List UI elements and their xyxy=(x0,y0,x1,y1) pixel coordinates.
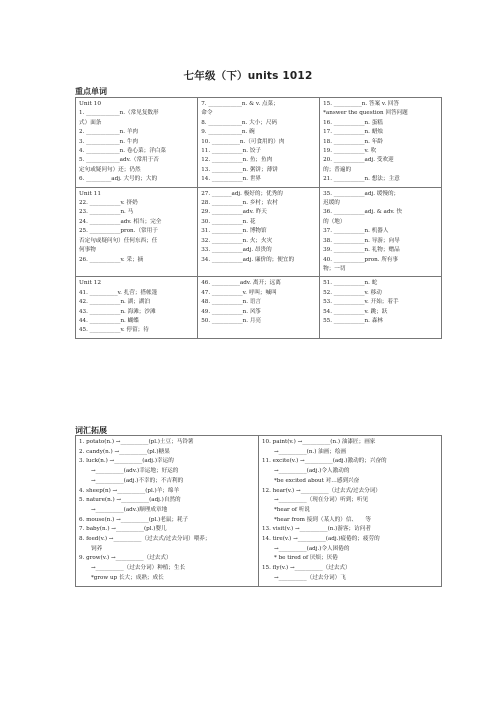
section-heading-key-words: 重点单词 xyxy=(75,87,107,96)
vocab-line: 的；普遍的 xyxy=(323,166,352,173)
vocab-line: 55. ___________n. 森林 xyxy=(323,317,383,324)
vocab-line: 31. ___________n. 博物馆 xyxy=(201,228,267,235)
vocab-line: 物；一切 xyxy=(323,265,346,272)
vocab-line: 48. ___________n. 语言 xyxy=(201,299,262,306)
vocab-line: 8. ____________n. 大小；尺码 xyxy=(201,119,278,126)
vocab-line: 51. ___________n. 蛇 xyxy=(323,280,378,287)
vocab-line: 1. ____________n.（常见复数形 xyxy=(79,110,159,117)
unit-cell xyxy=(76,187,198,277)
page-title: 七年级（下）units 1012 xyxy=(183,70,313,82)
unit-row xyxy=(76,98,442,188)
vocab-line: 38. ___________n. 导游；向导 xyxy=(323,237,400,244)
unit-cell xyxy=(76,277,198,338)
unit-cell xyxy=(76,98,198,188)
unit-row xyxy=(76,187,442,277)
vocab-line: 50. ___________n. 月亮 xyxy=(201,317,262,324)
vocab-line: 18. ___________n. 年龄 xyxy=(323,138,383,145)
vocab-line: 47. ___________v. 呼叫；喊叫 xyxy=(201,289,277,296)
vocab-line: 29. ___________adv. 昨天 xyxy=(201,209,267,216)
vocab-line: *answer the question 回答问题 xyxy=(323,110,408,117)
vocab-line: 17. ___________n. 蜡烛 xyxy=(323,129,383,136)
vocab-line: 42. ___________n. 湖；湖泊 xyxy=(79,299,150,306)
expansion-line: 5. nature(n.) →__________(adj.)自然的 xyxy=(79,497,181,504)
vocab-line: 52. ___________v. 移动 xyxy=(323,289,382,296)
vocab-line: 35. ___________adj. 缓慢的； xyxy=(323,190,400,197)
unit-cell xyxy=(320,98,442,188)
expansion-line: →__________（过去分词）飞 xyxy=(274,574,346,581)
expansion-line: 14. tire(v.) →__________(adj.)疲倦的；疲劳的 xyxy=(262,536,380,543)
unit-row xyxy=(76,277,442,338)
vocab-line: 43. ___________n. 海滩；沙滩 xyxy=(79,308,156,315)
unit-cell xyxy=(198,277,320,338)
vocab-line: 14. ___________n. 世界 xyxy=(201,176,262,183)
vocab-line: 7. ____________n. & v. 点菜； xyxy=(201,101,279,107)
expansion-line: *hear of 听说 xyxy=(274,506,310,513)
vocab-line: 36. ___________adj. & adv. 快 xyxy=(323,209,403,216)
vocab-line: 24. ___________adv. 相当；完全 xyxy=(79,218,162,225)
vocab-line: 49. ___________n. 风筝 xyxy=(201,308,262,315)
vocab-line: 迟缓的 xyxy=(323,200,340,207)
vocab-line: 10. __________n.（可食用的）肉 xyxy=(201,138,285,145)
vocab-line: 22. ___________v. 挤奶 xyxy=(79,200,138,207)
vocab-line: 否定句或疑问句）任何东西；任 xyxy=(79,237,158,244)
expansion-line: *grow up 长大；成熟；成长 xyxy=(91,574,164,581)
vocab-line: 41. __________v. 扎营；搭帐篷 xyxy=(79,289,158,296)
vocab-line: 44. ___________n. 蝴蝶 xyxy=(79,317,139,324)
expansion-line: 饲养 xyxy=(91,545,103,552)
expansion-line: 2. candy(n.) →__________(pl.)糖果 xyxy=(79,448,170,455)
expansion-row xyxy=(76,436,442,587)
vocab-line: 33. ___________adj. 昂贵的 xyxy=(201,247,272,254)
vocabulary-table xyxy=(75,97,442,339)
vocab-line: 20. ___________adj. 受欢迎 xyxy=(323,157,394,164)
vocab-line: 30. ___________n. 花 xyxy=(201,218,256,225)
vocab-line: 5. ____________adv.（常用于否 xyxy=(79,157,159,164)
vocab-line: 何事物 xyxy=(79,247,96,254)
expansion-line: →__________(adj.)不幸的；不吉利的 xyxy=(91,477,184,484)
vocab-line: 式）面条 xyxy=(79,119,102,126)
expansion-right-column xyxy=(259,436,442,587)
vocab-line: 21. ___________n. 想法；主意 xyxy=(323,176,400,183)
expansion-line: 10. paint(v.) →__________(n.) 油漆匠；画家 xyxy=(262,439,376,445)
expansion-line: 4. sheep(n) →__________(pl.)羊；绵羊 xyxy=(79,487,180,494)
expansion-line: 7. baby(n.) →__________(pl.)婴儿 xyxy=(79,526,167,533)
vocab-line: 37. ___________n. 机器人 xyxy=(323,228,389,235)
expansion-line: 3. luck(n.) →__________(adj.)幸运的 xyxy=(79,458,174,465)
expansion-line: 12. hear(v.) →__________（过去式/过去分词） xyxy=(262,487,381,494)
expansion-line: *be excited about 对…感到兴奋 xyxy=(274,477,360,484)
expansion-line: →__________(n.) 油画；绘画 xyxy=(274,448,347,455)
vocab-line: 4. ____________n. 卷心菜；洋白菜 xyxy=(79,148,166,155)
vocab-line: 9. ____________n. 碗 xyxy=(201,129,255,136)
expansion-line: →__________（过去分词）种植；生长 xyxy=(91,565,186,572)
vocab-line: 25. ___________pron.（常用于 xyxy=(79,228,158,235)
vocab-line: 32. ___________n. 火；火灾 xyxy=(201,237,273,244)
section-heading-expansion: 词汇拓展 xyxy=(75,426,107,435)
expansion-line: 6. mouse(n.) →__________(pl.)老鼠；耗子 xyxy=(79,516,189,523)
vocab-line: 的（地） xyxy=(323,218,346,225)
expansion-line: →__________（现在分词）听到；听见 xyxy=(274,497,369,504)
vocab-line: 46. __________adv. 离开；远离 xyxy=(201,280,281,287)
expansion-line: 13. visit(v.) →__________(n.)游客；访问者 xyxy=(262,526,371,533)
expansion-line: 9. grow(v.) →__________（过去式） xyxy=(79,555,172,562)
expansion-left-column xyxy=(76,436,259,587)
expansion-line: 11. excite(v.) →__________(adj.)激动的；兴奋的 xyxy=(262,458,387,465)
expansion-line: →__________(adj.)令人困倦的 xyxy=(274,545,350,552)
expansion-line: 8. feed(v.) →__________（过去式/过去分词）喂养； xyxy=(79,536,211,543)
vocab-line: 54. ___________v. 跳；跃 xyxy=(323,308,388,315)
expansion-line: →__________(adj.)令人激动的 xyxy=(274,468,350,475)
vocab-line: 27. _______adj. 极好的；优秀的 xyxy=(201,190,283,197)
unit-cell xyxy=(198,187,320,277)
vocab-line: 定句或疑问句）还；仍然 xyxy=(79,166,141,173)
unit-label: Unit 11 xyxy=(79,190,102,197)
vocab-line: 13. ___________n. 粥饼；薄饼 xyxy=(201,166,278,173)
unit-cell xyxy=(320,277,442,338)
expansion-line: →__________(adv.)顺理成章地 xyxy=(91,506,168,513)
vocab-line: 23. ___________n. 马 xyxy=(79,209,134,216)
vocab-line: 39. ___________n. 礼物；赠品 xyxy=(323,247,400,254)
vocab-line: 15. __________n. 答案 v. 回答 xyxy=(323,101,400,107)
vocab-line: 6. _________adj. 大号的；大的 xyxy=(79,176,158,183)
vocab-line: 53. ___________v. 开始；着手 xyxy=(323,299,399,306)
expansion-line: 15. fly(v.) →__________（过去式） xyxy=(262,565,351,572)
expansion-line: →__________(adv.)幸运地；好运的 xyxy=(91,468,179,475)
expansion-line: 1. potato(n.) →__________(pl.)土豆；马铃薯 xyxy=(79,439,194,445)
vocab-line: 11. ___________n. 饺子 xyxy=(201,148,262,155)
unit-cell xyxy=(320,187,442,277)
expansion-table xyxy=(75,435,442,587)
expansion-line: * be tired of 厌烦；厌倦 xyxy=(274,555,338,562)
vocab-line: 19. ___________v. 吹 xyxy=(323,148,377,155)
vocab-line: 16. ___________n. 蛋糕 xyxy=(323,119,383,126)
expansion-line: *hear from 接到（某人的）信、 等 xyxy=(274,516,372,523)
unit-label: Unit 12 xyxy=(79,280,102,287)
vocab-line: 28. ___________n. 乡村；农村 xyxy=(201,200,278,207)
vocab-line: 命令 xyxy=(201,110,213,117)
unit-label: Unit 10 xyxy=(79,101,102,107)
vocab-line: 45. ___________v. 停留；待 xyxy=(79,327,149,334)
vocab-line: 26. ___________v. 采；摘 xyxy=(79,256,144,263)
vocab-line: 12. ___________n. 鱼；鱼肉 xyxy=(201,157,273,164)
vocab-line: 34. ___________adj. 廉价的；便宜的 xyxy=(201,256,295,263)
unit-cell xyxy=(198,98,320,188)
vocab-line: 40. ___________pron. 所有事 xyxy=(323,256,399,263)
vocab-line: 3. ____________n. 牛肉 xyxy=(79,138,139,145)
vocab-line: 2. ____________n. 羊肉 xyxy=(79,129,139,136)
